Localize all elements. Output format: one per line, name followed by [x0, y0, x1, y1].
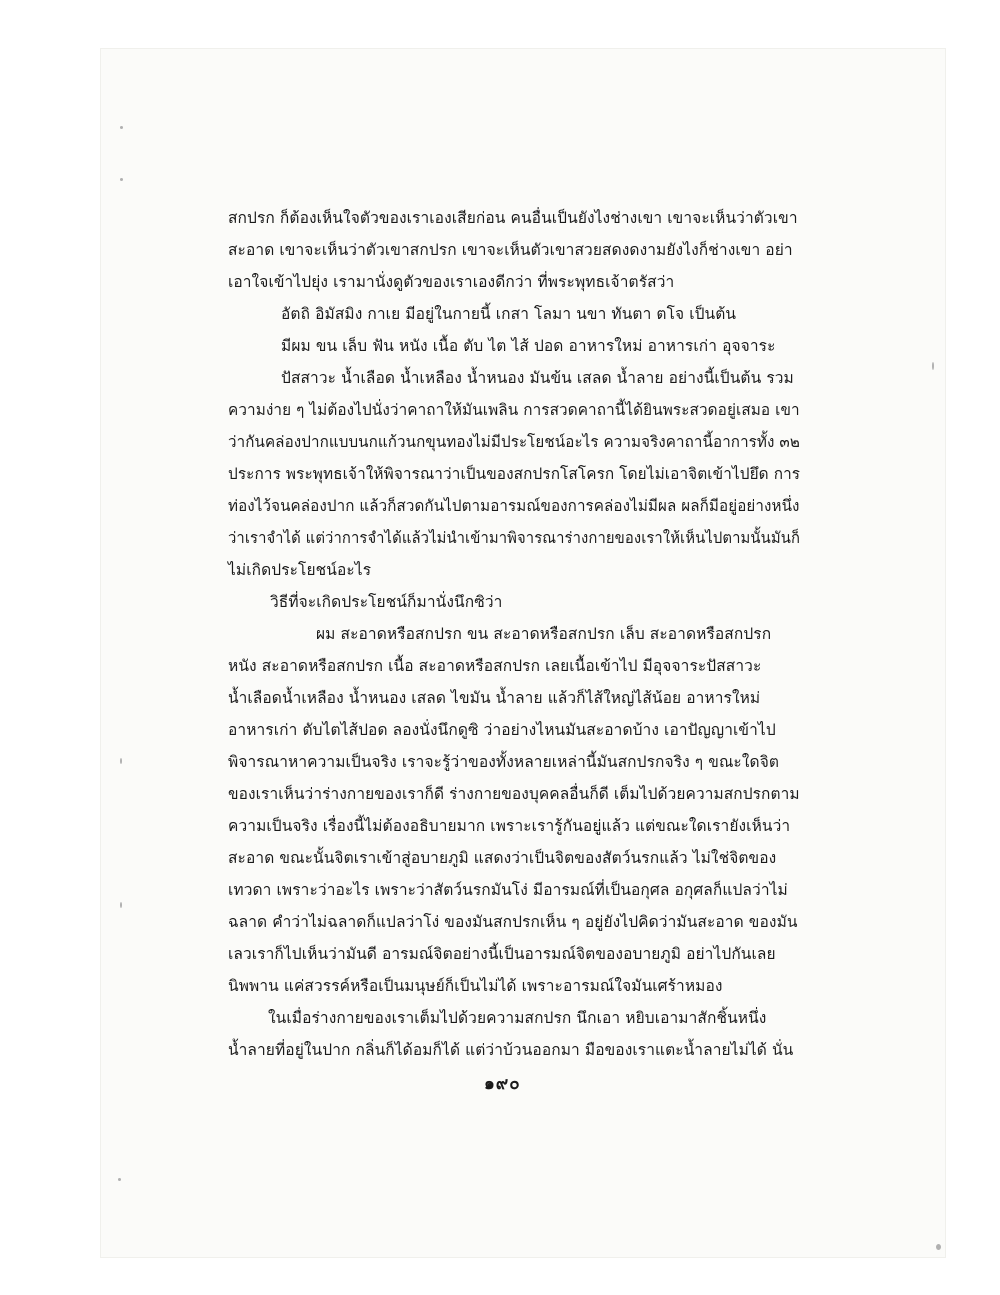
document-page [100, 48, 946, 1258]
text-line: ปัสสาวะ น้ำเลือด น้ำเหลือง น้ำหนอง มันข้น เสลด น้ำลาย อย่างนี้เป็นต้น รวม [281, 369, 794, 387]
text-line: สะอาด เขาจะเห็นว่าตัวเขาสกปรก เขาจะเห็นตัวเขาสวยสดงดงามยังไงก็ช่างเขา อย่า [228, 241, 793, 259]
text-line: เทวดา เพราะว่าอะไร เพราะว่าสัตว์นรกมันโง่ มีอารมณ์ที่เป็นอกุศล อกุศลก็แปลว่าไม่ [228, 881, 788, 899]
scan-speck [932, 362, 934, 370]
text-line: ความเป็นจริง เรื่องนี้ไม่ต้องอธิบายมาก เพราะเรารู้กันอยู่แล้ว แต่ขณะใดเรายังเห็นว่า [228, 817, 791, 835]
text-line: สะอาด ขณะนั้นจิตเราเข้าสู่อบายภูมิ แสดงว่าเป็นจิตของสัตว์นรกแล้ว ไม่ใช่จิตของ [228, 849, 777, 867]
text-line: หนัง สะอาดหรือสกปรก เนื้อ สะอาดหรือสกปรก เลยเนื้อเข้าไป มีอุจจาระปัสสาวะ [228, 657, 762, 675]
scan-speck [120, 178, 123, 181]
text-line: น้ำเลือดน้ำเหลือง น้ำหนอง เสลด ไขมัน น้ำลาย แล้วก็ไส้ใหญ่ไส้น้อย อาหารใหม่ [228, 689, 761, 707]
text-line: อัตถิ อิมัสมิง กาเย มีอยู่ในกายนี้ เกสา โลมา นขา ทันตา ตโจ เป็นต้น [281, 305, 737, 323]
text-line: เลวเราก็ไปเห็นว่ามันดี อารมณ์จิตอย่างนี้เป็นอารมณ์จิตของอบายภูมิ อย่าไปกันเลย [228, 945, 776, 963]
text-line: ไม่เกิดประโยชน์อะไร [228, 561, 372, 579]
text-line: ว่าเราจำได้ แต่ว่าการจำได้แล้วไม่นำเข้ามาพิจารณาร่างกายของเราให้เห็นไปตามนั้นมันก็ [228, 529, 801, 547]
text-line: อาหารเก่า ตับไตไส้ปอด ลองนั่งนึกดูซิ ว่าอย่างไหนมันสะอาดบ้าง เอาปัญญาเข้าไป [228, 721, 776, 739]
text-line: เอาใจเข้าไปยุ่ง เรามานั่งดูตัวของเราเองดีกว่า ที่พระพุทธเจ้าตรัสว่า [228, 273, 675, 291]
scan-speck [120, 126, 123, 129]
scan-speck [120, 902, 122, 908]
text-line: ของเราเห็นว่าร่างกายของเราก็ดี ร่างกายของบุคคลอื่นก็ดี เต็มไปด้วยความสกปรกตาม [228, 785, 800, 803]
page-number: ๑๙๐ [484, 1074, 521, 1094]
text-line: น้ำลายที่อยู่ในปาก กลิ่นก็ได้อมก็ได้ แต่ว่าบ้วนออกมา มือของเราแตะน้ำลายไม่ได้ นั่น [228, 1041, 794, 1059]
text-line: ว่ากันคล่องปากแบบนกแก้วนกขุนทองไม่มีประโยชน์อะไร ความจริงคาถานี้อาการทั้ง ๓๒ [228, 433, 800, 451]
text-line: ในเมื่อร่างกายของเราเต็มไปด้วยความสกปรก นึกเอา หยิบเอามาสักชิ้นหนึ่ง [268, 1009, 767, 1027]
scan-speck [936, 1244, 941, 1250]
text-line: ฉลาด คำว่าไม่ฉลาดก็แปลว่าโง่ ของมันสกปรกเห็น ๆ อยู่ยังไปคิดว่ามันสะอาด ของมัน [228, 913, 798, 931]
scan-speck [120, 758, 122, 764]
text-line: ผม สะอาดหรือสกปรก ขน สะอาดหรือสกปรก เล็บ สะอาดหรือสกปรก [316, 625, 772, 643]
text-line: พิจารณาหาความเป็นจริง เราจะรู้ว่าของทั้งหลายเหล่านี้มันสกปรกจริง ๆ ขณะใดจิต [228, 753, 780, 771]
text-line: สกปรก ก็ต้องเห็นใจตัวของเราเองเสียก่อน คนอื่นเป็นยังไงช่างเขา เขาจะเห็นว่าตัวเขา [228, 209, 798, 227]
text-line: ท่องไว้จนคล่องปาก แล้วก็สวดกันไปตามอารมณ์ของการคล่องไม่มีผล ผลก็มีอยู่อย่างหนึ่ง [228, 497, 800, 515]
scan-speck [118, 1178, 121, 1181]
text-line: ความง่าย ๆ ไม่ต้องไปนั่งว่าคาถาให้มันเพลิน การสวดคาถานี้ได้ยินพระสวดอยู่เสมอ เขา [228, 401, 800, 419]
text-line: วิธีที่จะเกิดประโยชน์ก็มานั่งนึกซิว่า [270, 593, 503, 611]
text-line: ประการ พระพุทธเจ้าให้พิจารณาว่าเป็นของสกปรกโสโครก โดยไม่เอาจิตเข้าไปยึด การ [228, 465, 801, 483]
text-line: นิพพาน แค่สวรรค์หรือเป็นมนุษย์ก็เป็นไม่ได้ เพราะอารมณ์ใจมันเศร้าหมอง [228, 977, 723, 995]
text-line: มีผม ขน เล็บ ฟัน หนัง เนื้อ ตับ ไต ไส้ ปอด อาหารใหม่ อาหารเก่า อุจจาระ [281, 337, 776, 355]
